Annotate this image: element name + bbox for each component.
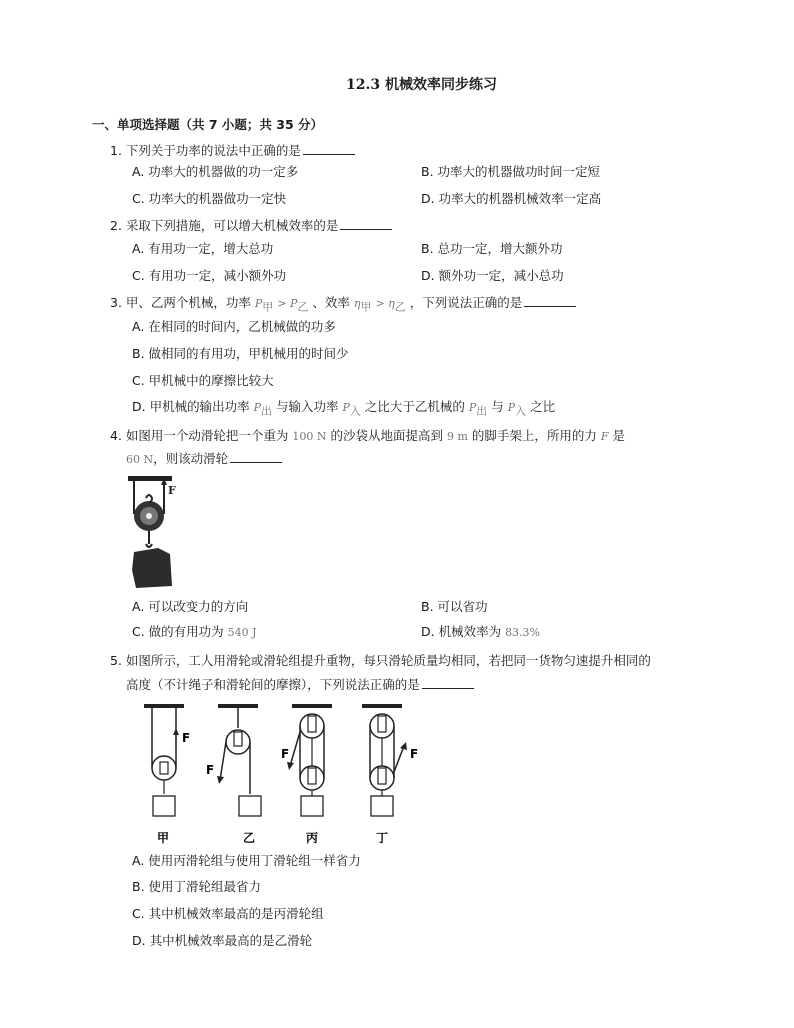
q1-option-c[interactable]: C. 功率大的机器做功一定快 [132,191,287,206]
pulley-systems-figure [140,702,430,848]
label-bing: 丙 [306,831,319,845]
q4-option-d[interactable]: D. 机械效率为 83.3% [421,624,541,639]
q4-option-b[interactable]: B. 可以省功 [421,599,488,614]
movable-pulley-figure [126,474,186,592]
answer-blank [303,142,355,155]
pulley-system-jia [144,704,190,816]
section-heading: 一、单项选择题（共 7 小题；共 35 分） [92,117,324,132]
label-jia: 甲 [157,831,170,845]
pulley-system-yi [206,704,261,816]
q2-option-c[interactable]: C. 有用功一定，减小额外功 [132,268,287,283]
q3-option-d[interactable]: D. 甲机械的输出功率 $P_出$ 与输入功率 $P_入$ 之比大于乙机械的 $P_出$ 与 $P_入$ 之比 [132,399,556,418]
q5-option-c[interactable]: C. 其中机械效率最高的是丙滑轮组 [132,906,324,921]
label-yi: 乙 [243,831,256,845]
pulley-system-ding [362,704,418,816]
svg-text:F: F [182,731,191,745]
q3-option-b[interactable]: B. 做相同的有用功，甲机械用的时间少 [132,346,349,361]
svg-text:F: F [206,763,215,777]
question-5-stem-line2: 高度（不计绳子和滑轮间的摩擦），下列说法正确的是 [126,676,474,694]
q5-option-a[interactable]: A. 使用丙滑轮组与使用丁滑轮组一样省力 [132,853,361,868]
page-title: 12.3 机械效率同步练习 [346,77,497,93]
label-ding: 丁 [376,831,389,845]
question-5-stem-line1: 5. 如图所示，工人用滑轮或滑轮组提升重物，每只滑轮质量均相同，若把同一货物匀速提升相同的 [110,653,651,668]
question-4-stem-line1: 4. 如图用一个动滑轮把一个重为 100 N 的沙袋从地面提高到 9 m 的脚手架上，所用的力 F 是 [110,428,626,443]
q4-option-c[interactable]: C. 做的有用功为 540 J [132,624,257,639]
answer-blank [524,294,576,307]
ceiling-beam [128,476,172,481]
pulley-system-bing [281,704,332,816]
q3-option-a[interactable]: A. 在相同的时间内，乙机械做的功多 [132,319,336,334]
svg-text:F: F [410,747,419,761]
q1-option-a[interactable]: A. 功率大的机器做的功一定多 [132,164,299,179]
answer-blank [230,450,282,463]
answer-blank [340,217,392,230]
question-1-stem: 1. 下列关于功率的说法中正确的是 [110,142,355,160]
question-3-stem: 3. 甲、乙两个机械，功率 $P_甲 > P_乙$ 、效率 $\eta_甲 > \eta_乙$ ，下列说法正确的是 [110,294,576,317]
question-4-stem-line2: 60 N，则该动滑轮 [126,450,282,469]
sandbag [132,548,172,588]
q5-option-d[interactable]: D. 其中机械效率最高的是乙滑轮 [132,933,313,948]
q4-option-a[interactable]: A. 可以改变力的方向 [132,599,249,614]
q1-option-d[interactable]: D. 功率大的机器机械效率一定高 [421,191,602,206]
q2-option-a[interactable]: A. 有用功一定，增大总功 [132,241,274,256]
answer-blank [422,676,474,689]
q3-option-c[interactable]: C. 甲机械中的摩擦比较大 [132,373,274,388]
q1-option-b[interactable]: B. 功率大的机器做功时间一定短 [421,164,601,179]
svg-text:F: F [281,747,290,761]
force-label: F [168,484,176,497]
question-2-stem: 2. 采取下列措施，可以增大机械效率的是 [110,217,392,235]
q5-option-b[interactable]: B. 使用丁滑轮组最省力 [132,879,262,894]
q2-option-d[interactable]: D. 额外功一定，减小总功 [421,268,564,283]
q2-option-b[interactable]: B. 总功一定，增大额外功 [421,241,563,256]
